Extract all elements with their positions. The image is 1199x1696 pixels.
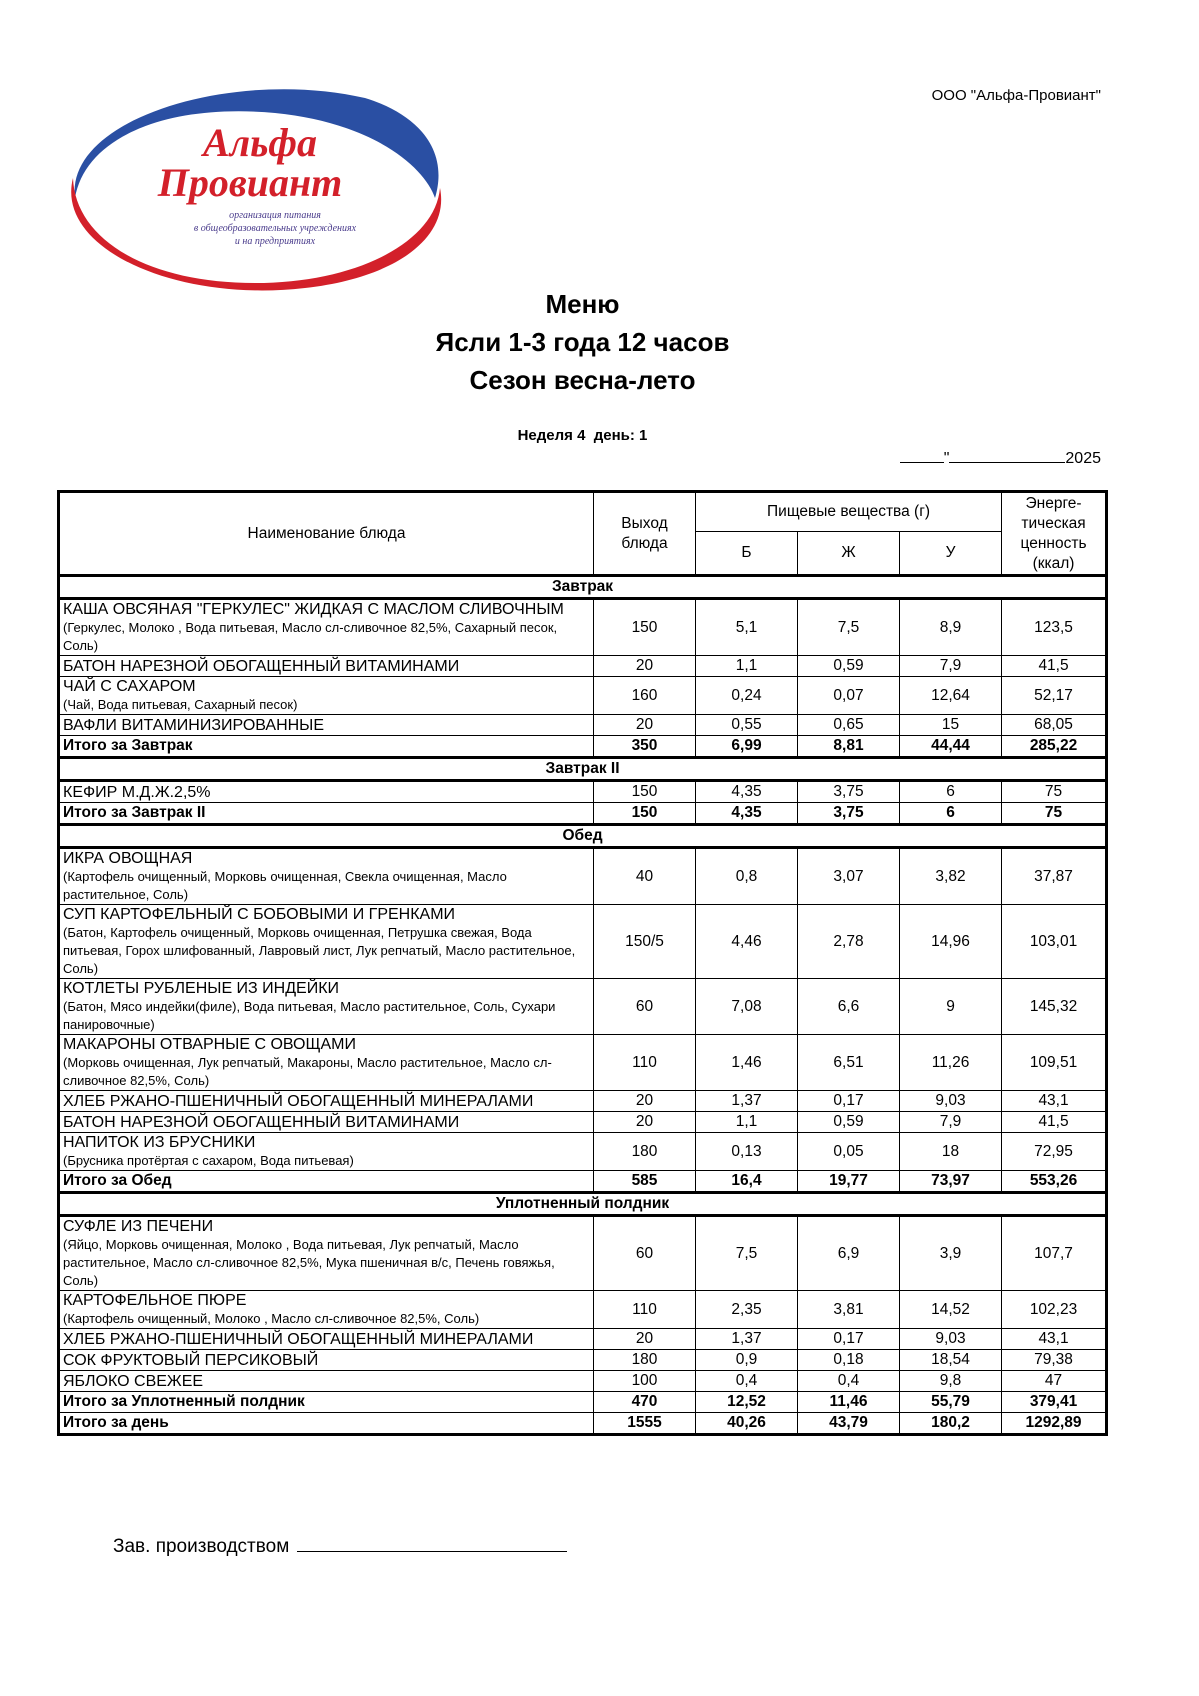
value-out: 60 <box>594 1216 696 1291</box>
value-b: 0,24 <box>696 677 798 715</box>
total-out: 150 <box>594 803 696 825</box>
dish-cell <box>59 1133 594 1171</box>
dish-cell <box>59 715 594 736</box>
value-out: 180 <box>594 1133 696 1171</box>
table-row <box>59 1133 1107 1171</box>
value-u: 9,03 <box>900 1329 1002 1350</box>
value-e: 52,17 <box>1002 677 1107 715</box>
value-u: 14,52 <box>900 1291 1002 1329</box>
dish-cell <box>59 1035 594 1091</box>
value-zh: 0,18 <box>798 1350 900 1371</box>
dish-name: ЯБЛОКО СВЕЖЕЕ <box>63 1372 204 1390</box>
value-u: 18 <box>900 1133 1002 1171</box>
value-out: 110 <box>594 1291 696 1329</box>
signature-label: Зав. производством <box>113 1536 290 1557</box>
total-label: Итого за Завтрак <box>59 736 594 758</box>
value-zh: 7,5 <box>798 599 900 656</box>
value-b: 1,1 <box>696 656 798 677</box>
total-out: 470 <box>594 1392 696 1413</box>
section-header <box>59 576 1107 599</box>
dish-cell <box>59 1329 594 1350</box>
total-label: Итого за Завтрак II <box>59 803 594 825</box>
dish-name: БАТОН НАРЕЗНОЙ ОБОГАЩЕННЫЙ ВИТАМИНАМИ <box>63 657 460 675</box>
day-total-b: 40,26 <box>696 1413 798 1435</box>
dish-name: НАПИТОК ИЗ БРУСНИКИ <box>63 1134 256 1151</box>
signature-blank <box>297 1533 567 1552</box>
value-out: 60 <box>594 979 696 1035</box>
total-zh: 19,77 <box>798 1171 900 1193</box>
value-e: 123,5 <box>1002 599 1107 656</box>
value-b: 0,8 <box>696 848 798 905</box>
dish-name: СУФЛЕ ИЗ ПЕЧЕНИ <box>63 1218 214 1235</box>
logo-tagline-2: в общеобразовательных учреждениях <box>193 223 357 234</box>
header-fat: Ж <box>798 532 900 576</box>
table-row <box>59 1091 1107 1112</box>
table-row <box>59 1291 1107 1329</box>
table-body <box>59 576 1107 1435</box>
table-row <box>59 656 1107 677</box>
value-u: 3,9 <box>900 1216 1002 1291</box>
value-zh: 6,6 <box>798 979 900 1035</box>
table-row <box>59 1329 1107 1350</box>
value-e: 41,5 <box>1002 1112 1107 1133</box>
value-zh: 3,07 <box>798 848 900 905</box>
value-e: 37,87 <box>1002 848 1107 905</box>
value-b: 4,35 <box>696 781 798 803</box>
value-u: 3,82 <box>900 848 1002 905</box>
day-total-label: Итого за день <box>59 1413 594 1435</box>
value-u: 11,26 <box>900 1035 1002 1091</box>
dish-name: МАКАРОНЫ ОТВАРНЫЕ С ОВОЩАМИ <box>63 1036 356 1053</box>
value-zh: 2,78 <box>798 905 900 979</box>
value-out: 150 <box>594 781 696 803</box>
dish-cell <box>59 905 594 979</box>
total-e: 379,41 <box>1002 1392 1107 1413</box>
date-quote: " <box>943 450 950 467</box>
value-u: 7,9 <box>900 656 1002 677</box>
section-total-row <box>59 803 1107 825</box>
dish-cell <box>59 1291 594 1329</box>
date-month-blank <box>949 448 1065 463</box>
value-zh: 0,17 <box>798 1329 900 1350</box>
value-zh: 0,07 <box>798 677 900 715</box>
value-u: 14,96 <box>900 905 1002 979</box>
value-b: 1,37 <box>696 1091 798 1112</box>
date-day-blank <box>900 448 944 463</box>
value-e: 145,32 <box>1002 979 1107 1035</box>
dish-name: ХЛЕБ РЖАНО-ПШЕНИЧНЫЙ ОБОГАЩЕННЫЙ МИНЕРАЛАМИ <box>63 1330 534 1348</box>
value-e: 75 <box>1002 781 1107 803</box>
value-u: 8,9 <box>900 599 1002 656</box>
company-name: ООО "Альфа-Провиант" <box>931 87 1101 104</box>
table-row <box>59 848 1107 905</box>
header-output: Выход блюда <box>594 492 696 576</box>
table-row <box>59 1112 1107 1133</box>
value-zh: 3,81 <box>798 1291 900 1329</box>
value-b: 1,37 <box>696 1329 798 1350</box>
total-out: 350 <box>594 736 696 758</box>
dish-name: СУП КАРТОФЕЛЬНЫЙ С БОБОВЫМИ И ГРЕНКАМИ <box>63 906 456 923</box>
value-out: 20 <box>594 1112 696 1133</box>
table-row <box>59 599 1107 656</box>
header-nutrients: Пищевые вещества (г) <box>696 492 1002 532</box>
dish-cell <box>59 599 594 656</box>
total-u: 6 <box>900 803 1002 825</box>
section-header <box>59 1193 1107 1216</box>
value-out: 150/5 <box>594 905 696 979</box>
title-season: Сезон весна-лето <box>469 365 696 395</box>
day-total-u: 180,2 <box>900 1413 1002 1435</box>
dish-cell <box>59 848 594 905</box>
dish-name: КЕФИР М.Д.Ж.2,5% <box>63 783 211 801</box>
dish-ingredients: (Картофель очищенный, Морковь очищенная, Свекла очищенная, Масло растительное, Соль) <box>63 869 507 902</box>
total-e: 553,26 <box>1002 1171 1107 1193</box>
value-zh: 0,65 <box>798 715 900 736</box>
section-total-row <box>59 1392 1107 1413</box>
dish-name: ВАФЛИ ВИТАМИНИЗИРОВАННЫЕ <box>63 716 325 734</box>
value-u: 9,8 <box>900 1371 1002 1392</box>
header-carbs: У <box>900 532 1002 576</box>
value-out: 20 <box>594 1329 696 1350</box>
total-u: 44,44 <box>900 736 1002 758</box>
section-header <box>59 758 1107 781</box>
signature-line <box>113 1533 567 1558</box>
dish-cell <box>59 1371 594 1392</box>
total-u: 73,97 <box>900 1171 1002 1193</box>
dish-name: КАША ОВСЯНАЯ "ГЕРКУЛЕС" ЖИДКАЯ С МАСЛОМ СЛИВОЧНЫМ <box>63 601 564 618</box>
total-b: 6,99 <box>696 736 798 758</box>
section-header <box>59 825 1107 848</box>
day-total-out: 1555 <box>594 1413 696 1435</box>
table-row <box>59 677 1107 715</box>
total-b: 16,4 <box>696 1171 798 1193</box>
value-zh: 6,9 <box>798 1216 900 1291</box>
section-total-row <box>59 736 1107 758</box>
company-logo <box>55 78 450 293</box>
dish-cell <box>59 656 594 677</box>
value-b: 7,08 <box>696 979 798 1035</box>
value-out: 180 <box>594 1350 696 1371</box>
dish-ingredients: (Чай, Вода питьевая, Сахарный песок) <box>63 697 298 712</box>
value-e: 47 <box>1002 1371 1107 1392</box>
value-zh: 0,05 <box>798 1133 900 1171</box>
value-b: 0,4 <box>696 1371 798 1392</box>
dish-cell <box>59 979 594 1035</box>
dish-ingredients: (Батон, Картофель очищенный, Морковь очищенная, Петрушка свежая, Вода питьевая, Горох шлифованный, Лавровый лист, Лук репчатый, Масло растительное, Соль) <box>63 925 576 976</box>
section-title: Уплотненный полдник <box>59 1193 1107 1216</box>
value-e: 68,05 <box>1002 715 1107 736</box>
dish-name: ИКРА ОВОЩНАЯ <box>63 850 193 867</box>
dish-ingredients: (Яйцо, Морковь очищенная, Молоко , Вода питьевая, Лук репчатый, Масло растительное, Масло сл-сливочное 82,5%, Мука пшеничная в/с, Печень говяжья, Соль) <box>63 1237 555 1288</box>
value-u: 9 <box>900 979 1002 1035</box>
logo-line2: Провиант <box>157 160 343 205</box>
date-line <box>900 448 1101 468</box>
dish-name: БАТОН НАРЕЗНОЙ ОБОГАЩЕННЫЙ ВИТАМИНАМИ <box>63 1113 460 1131</box>
value-u: 15 <box>900 715 1002 736</box>
value-zh: 0,4 <box>798 1371 900 1392</box>
value-e: 43,1 <box>1002 1329 1107 1350</box>
value-u: 6 <box>900 781 1002 803</box>
value-e: 41,5 <box>1002 656 1107 677</box>
dish-name: КОТЛЕТЫ РУБЛЕНЫЕ ИЗ ИНДЕЙКИ <box>63 980 340 997</box>
value-u: 7,9 <box>900 1112 1002 1133</box>
table-row <box>59 1350 1107 1371</box>
value-b: 4,46 <box>696 905 798 979</box>
header-dish-name: Наименование блюда <box>59 492 594 576</box>
dish-ingredients: (Батон, Мясо индейки(филе), Вода питьевая, Масло растительное, Соль, Сухари панировочные) <box>63 999 556 1032</box>
value-out: 20 <box>594 1091 696 1112</box>
total-u: 55,79 <box>900 1392 1002 1413</box>
dish-cell <box>59 781 594 803</box>
table-row <box>59 781 1107 803</box>
dish-ingredients: (Брусника протёртая с сахаром, Вода питьевая) <box>63 1153 354 1168</box>
value-b: 5,1 <box>696 599 798 656</box>
menu-table <box>57 490 1108 1436</box>
dish-name: ЧАЙ С САХАРОМ <box>63 678 196 695</box>
dish-cell <box>59 1216 594 1291</box>
value-e: 43,1 <box>1002 1091 1107 1112</box>
value-b: 0,55 <box>696 715 798 736</box>
value-out: 110 <box>594 1035 696 1091</box>
table-row <box>59 715 1107 736</box>
dish-cell <box>59 1350 594 1371</box>
value-zh: 0,17 <box>798 1091 900 1112</box>
value-out: 20 <box>594 715 696 736</box>
total-zh: 11,46 <box>798 1392 900 1413</box>
header-protein: Б <box>696 532 798 576</box>
table-row <box>59 1035 1107 1091</box>
total-zh: 8,81 <box>798 736 900 758</box>
section-title: Завтрак II <box>59 758 1107 781</box>
table-row <box>59 905 1107 979</box>
total-out: 585 <box>594 1171 696 1193</box>
value-zh: 3,75 <box>798 781 900 803</box>
document-titles <box>0 285 1165 399</box>
dish-cell <box>59 1091 594 1112</box>
value-b: 0,13 <box>696 1133 798 1171</box>
value-b: 1,46 <box>696 1035 798 1091</box>
week-day: Неделя 4 день: 1 <box>517 427 648 444</box>
value-zh: 6,51 <box>798 1035 900 1091</box>
value-b: 2,35 <box>696 1291 798 1329</box>
day-total-zh: 43,79 <box>798 1413 900 1435</box>
table-row <box>59 1371 1107 1392</box>
value-out: 150 <box>594 599 696 656</box>
value-b: 0,9 <box>696 1350 798 1371</box>
total-zh: 3,75 <box>798 803 900 825</box>
dish-name: КАРТОФЕЛЬНОЕ ПЮРЕ <box>63 1292 247 1309</box>
title-menu: Меню <box>545 289 620 319</box>
dish-name: ХЛЕБ РЖАНО-ПШЕНИЧНЫЙ ОБОГАЩЕННЫЙ МИНЕРАЛАМИ <box>63 1092 534 1110</box>
dish-name: СОК ФРУКТОВЫЙ ПЕРСИКОВЫЙ <box>63 1351 319 1369</box>
value-out: 20 <box>594 656 696 677</box>
logo-tagline-1: организация питания <box>229 210 321 221</box>
dish-ingredients: (Картофель очищенный, Молоко , Масло сл-сливочное 82,5%, Соль) <box>63 1311 480 1326</box>
logo-tagline-3: и на предприятиях <box>234 236 316 247</box>
date-year: 2025 <box>1065 450 1101 467</box>
value-b: 7,5 <box>696 1216 798 1291</box>
value-zh: 0,59 <box>798 1112 900 1133</box>
dish-ingredients: (Геркулес, Молоко , Вода питьевая, Масло сл-сливочное 82,5%, Сахарный песок, Соль) <box>63 620 558 653</box>
section-title: Завтрак <box>59 576 1107 599</box>
value-e: 109,51 <box>1002 1035 1107 1091</box>
total-label: Итого за Уплотненный полдник <box>59 1392 594 1413</box>
value-e: 79,38 <box>1002 1350 1107 1371</box>
dish-cell <box>59 677 594 715</box>
total-e: 285,22 <box>1002 736 1107 758</box>
value-u: 9,03 <box>900 1091 1002 1112</box>
value-out: 100 <box>594 1371 696 1392</box>
total-e: 75 <box>1002 803 1107 825</box>
value-e: 103,01 <box>1002 905 1107 979</box>
section-title: Обед <box>59 825 1107 848</box>
title-group: Ясли 1-3 года 12 часов <box>435 327 730 357</box>
value-u: 12,64 <box>900 677 1002 715</box>
total-b: 4,35 <box>696 803 798 825</box>
value-e: 107,7 <box>1002 1216 1107 1291</box>
total-label: Итого за Обед <box>59 1171 594 1193</box>
dish-ingredients: (Морковь очищенная, Лук репчатый, Макароны, Масло растительное, Масло сл-сливочное 82,5%, Соль) <box>63 1055 552 1088</box>
table-row <box>59 979 1107 1035</box>
table-row <box>59 1216 1107 1291</box>
total-b: 12,52 <box>696 1392 798 1413</box>
section-total-row <box>59 1171 1107 1193</box>
header-energy: Энерге- тическая ценность (ккал) <box>1002 492 1107 576</box>
day-total-e: 1292,89 <box>1002 1413 1107 1435</box>
value-out: 160 <box>594 677 696 715</box>
value-e: 102,23 <box>1002 1291 1107 1329</box>
value-b: 1,1 <box>696 1112 798 1133</box>
table-header <box>59 492 1107 576</box>
value-out: 40 <box>594 848 696 905</box>
day-total-row <box>59 1413 1107 1435</box>
value-u: 18,54 <box>900 1350 1002 1371</box>
dish-cell <box>59 1112 594 1133</box>
value-e: 72,95 <box>1002 1133 1107 1171</box>
value-zh: 0,59 <box>798 656 900 677</box>
logo-line1: Альфа <box>202 120 318 165</box>
